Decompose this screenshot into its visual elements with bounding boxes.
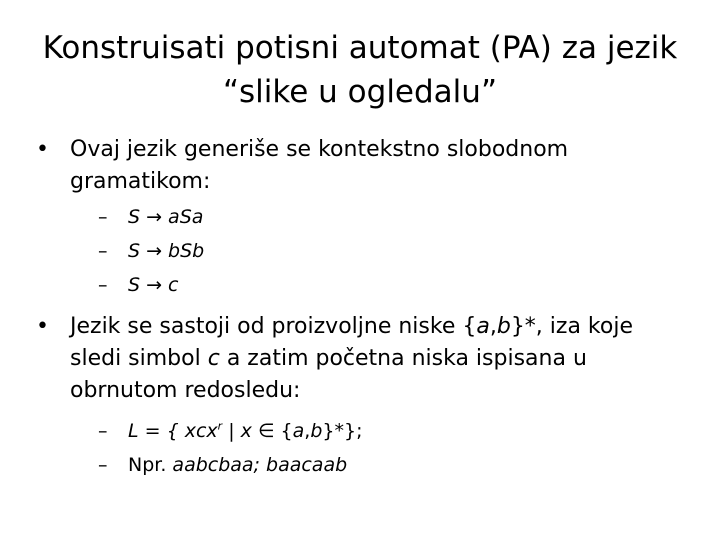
slide-title xyxy=(40,26,680,114)
definition-in: ∈ { xyxy=(251,420,293,442)
grammar-rule-text: S → c xyxy=(128,274,179,296)
definition-x: x xyxy=(240,420,252,442)
symbol-c: c xyxy=(207,346,220,371)
dash: – xyxy=(98,240,108,262)
language-example xyxy=(98,448,362,482)
symbol-a: a xyxy=(476,314,490,339)
example-value: aabcbaa; baacaab xyxy=(172,454,348,476)
definition-b: b xyxy=(310,420,323,442)
text-part: }*, iza koje sledi simbol xyxy=(70,314,633,371)
dash: – xyxy=(98,454,108,476)
text-part: a zatim početna niska ispisana u obrnutom redosledu: xyxy=(70,346,587,403)
dash: – xyxy=(98,420,108,442)
bullet-language xyxy=(36,311,676,407)
grammar-rule xyxy=(98,200,204,234)
symbol-b: b xyxy=(496,314,511,339)
grammar-rule xyxy=(98,234,204,268)
dash: – xyxy=(98,206,108,228)
definition-comma: , xyxy=(304,420,311,442)
definition-a: a xyxy=(292,420,305,442)
grammar-rule-text: S → aSa xyxy=(128,206,204,228)
example-prefix: Npr. xyxy=(128,454,173,476)
definition-superscript: r xyxy=(217,419,223,433)
bullet-dot: • xyxy=(36,137,49,162)
grammar-rule xyxy=(98,268,204,302)
language-details xyxy=(98,414,362,482)
bullet-grammar-text: Ovaj jezik generiše se kontekstno slobodnom gramatikom: xyxy=(70,137,569,194)
title-line-1: Konstruisati potisni automat (PA) za jezik xyxy=(42,30,678,66)
bullet-grammar xyxy=(36,134,676,198)
bullet-language-text xyxy=(70,311,676,407)
grammar-rules xyxy=(98,200,204,302)
text-part: Jezik se sastoji od proizvoljne niske { xyxy=(70,314,477,339)
text-part: , xyxy=(489,314,497,339)
definition-close: }*}; xyxy=(322,420,363,442)
language-definition xyxy=(98,414,362,448)
definition-l: L = { xcx xyxy=(128,420,218,442)
bullet-dot: • xyxy=(36,314,49,339)
title-line-2: “slike u ogledalu” xyxy=(222,74,498,110)
dash: – xyxy=(98,274,108,296)
definition-bar: | xyxy=(222,420,241,442)
grammar-rule-text: S → bSb xyxy=(128,240,205,262)
